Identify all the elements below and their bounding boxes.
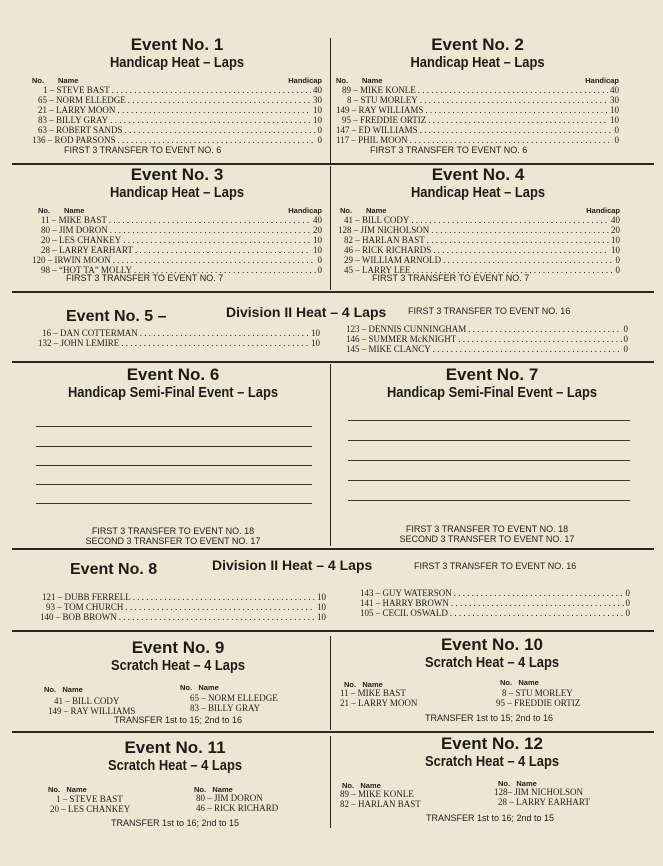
name-header: Name	[360, 781, 381, 790]
entry-list	[32, 85, 322, 145]
entry-row	[336, 235, 620, 245]
name-header: Name	[362, 680, 383, 689]
blank-line	[348, 500, 630, 501]
entry-row	[336, 105, 619, 115]
handicap-header: Handicap	[585, 76, 619, 85]
no-header: No.	[342, 781, 355, 790]
entry-row	[346, 598, 630, 608]
entry-name: 45 – LARRY LEE	[344, 265, 411, 275]
entry-name: 98 – “HOT TA” MOLLY	[41, 265, 133, 275]
event-11	[24, 739, 326, 831]
entry-row	[38, 328, 320, 338]
blank-line	[36, 465, 312, 466]
entry-row	[38, 592, 326, 602]
entry-handicap: 20	[313, 225, 322, 235]
entry-row	[336, 215, 620, 225]
entry-row	[336, 125, 619, 135]
no-header: No.	[44, 685, 57, 694]
no-header: No.	[498, 779, 511, 788]
entry: 46 – RICK RICHARD	[196, 803, 279, 813]
entry-name: 120 – IRWIN MOON	[32, 255, 111, 265]
entry-handicap: 0	[615, 265, 620, 275]
blank-line	[348, 480, 630, 481]
entry: 41 – BILL CODY	[54, 696, 120, 706]
entry-name: 83 – BILLY GRAY	[38, 115, 109, 125]
entry-row	[336, 85, 619, 95]
entry-name: 80 – JIM DORON	[41, 225, 108, 235]
name-header: Name	[516, 779, 537, 788]
transfer-note: TRANSFER 1st to 15; 2nd to 16	[424, 713, 554, 723]
transfer-note: TRANSFER 1st to 15; 2nd to 16	[113, 715, 243, 725]
entry-row	[32, 105, 322, 115]
name-header: Name	[212, 785, 233, 794]
section-divider	[12, 548, 654, 550]
section-divider	[12, 361, 654, 363]
entry-handicap: 10	[610, 105, 619, 115]
entry: 95 – FREDDIE ORTIZ	[496, 698, 581, 708]
entry-row	[32, 85, 322, 95]
entry-name: 146 – SUMMER McKNIGHT	[346, 334, 457, 344]
entry-handicap: 30	[610, 95, 619, 105]
event-subtitle: Handicap Heat – Laps	[410, 184, 546, 201]
entry-column-1	[340, 688, 417, 708]
entry-handicap: 10	[313, 235, 322, 245]
entry-name: 21 – LARRY MOON	[38, 105, 116, 115]
entry-name: 89 – MIKE KONLE	[342, 85, 416, 95]
event-subtitle: Handicap Semi-Final Event – Laps	[386, 384, 598, 401]
event-title: Event No. 3	[130, 165, 224, 184]
event-9	[30, 639, 326, 731]
entry-list-right	[346, 324, 628, 354]
event-title: Event No. 11	[124, 738, 226, 757]
name-header: Name	[198, 683, 219, 692]
entry-name: 143 – GUY WATERSON	[360, 588, 452, 598]
column-headers	[500, 678, 539, 687]
transfer-note-second: SECOND 3 TRANSFER TO EVENT NO. 17	[85, 536, 261, 546]
blank-line	[36, 484, 312, 485]
entry-name: 123 – DENNIS CUNNINGHAM	[346, 324, 467, 334]
entry-column-2	[196, 793, 278, 813]
column-divider	[330, 636, 331, 730]
blank-line	[348, 440, 630, 441]
entry-handicap: 40	[313, 215, 322, 225]
event-subtitle: Scratch Heat – 4 Laps	[424, 753, 560, 770]
entry: 8 – STU MORLEY	[502, 688, 573, 698]
entry-name: 41 – BILL CODY	[344, 215, 410, 225]
name-header: Name	[64, 206, 85, 215]
transfer-note-first: FIRST 3 TRANSFER TO EVENT NO. 18	[91, 526, 255, 536]
event-subtitle: Scratch Heat – 4 Laps	[107, 757, 243, 774]
event-title: Event No. 10	[440, 635, 544, 654]
entry-handicap: 20	[611, 225, 620, 235]
entry-list	[336, 215, 620, 275]
entry-row	[336, 95, 619, 105]
transfer-note: FIRST 3 TRANSFER TO EVENT NO. 7	[66, 273, 224, 283]
entry-name: 16 – DAN COTTERMAN	[42, 328, 138, 338]
event-6	[20, 366, 326, 548]
entry-handicap: 30	[313, 95, 322, 105]
entry-handicap: 40	[610, 85, 619, 95]
entry-row	[32, 235, 322, 245]
no-header: No.	[336, 76, 349, 85]
event-title: Event No. 9	[131, 638, 225, 657]
event-subtitle: Scratch Heat – 4 Laps	[110, 657, 246, 674]
event-8	[0, 551, 663, 629]
event-subtitle: Handicap Heat – Laps	[410, 54, 545, 71]
entry-list	[336, 85, 619, 145]
entry-handicap: 10	[313, 245, 322, 255]
transfer-note-first: FIRST 3 TRANSFER TO EVENT NO. 18	[405, 524, 569, 534]
section-divider	[12, 630, 654, 632]
transfer-note: FIRST 3 TRANSFER TO EVENT NO. 7	[372, 273, 530, 283]
entry-row	[336, 245, 620, 255]
event-subtitle: Handicap Heat – Laps	[109, 184, 245, 201]
event-subtitle: Handicap Semi-Final Event – Laps	[67, 384, 279, 401]
entry-row	[336, 255, 620, 265]
entry: 80 – JIM DORON	[196, 793, 263, 803]
entry-row	[38, 612, 326, 622]
event-title: Event No. 8	[70, 561, 158, 578]
entry-handicap: 10	[317, 592, 326, 602]
transfer-note-second: SECOND 3 TRANSFER TO EVENT NO. 17	[399, 534, 575, 544]
entry-handicap: 10	[610, 115, 619, 125]
entry-name: 105 – CECIL OSWALD	[360, 608, 448, 618]
entry: 28 – LARRY EARHART	[498, 797, 590, 807]
event-title: Event No. 1	[130, 35, 224, 54]
event-12	[334, 735, 650, 829]
entry-list	[32, 215, 322, 275]
entry-column-2	[496, 688, 580, 708]
transfer-note: FIRST 3 TRANSFER TO EVENT NO. 6	[370, 145, 528, 155]
name-header: Name	[58, 76, 79, 85]
entry-name: 65 – NORM ELLEDGE	[38, 95, 126, 105]
entry-row	[346, 608, 630, 618]
no-header: No.	[340, 206, 353, 215]
entry-name: 8 – STU MORLEY	[347, 95, 418, 105]
transfer-note: TRANSFER 1st to 16; 2nd to 15	[110, 818, 240, 828]
event-4	[336, 166, 620, 283]
entry-handicap: 10	[313, 115, 322, 125]
entry-list-left	[38, 328, 320, 348]
event-title: Event No. 6	[126, 365, 220, 384]
entry-row	[32, 245, 322, 255]
entry-column-2	[190, 693, 278, 713]
entry-name: 95 – FREDDIE ORTIZ	[342, 115, 427, 125]
entry-handicap: 10	[317, 612, 326, 622]
name-header: Name	[62, 685, 83, 694]
transfer-note: FIRST 3 TRANSFER TO EVENT NO. 16	[414, 561, 577, 571]
event-title: Event No. 4	[431, 165, 525, 184]
column-divider	[330, 38, 331, 163]
entry-list-left	[38, 592, 326, 622]
entry-handicap: 0	[615, 255, 620, 265]
entry-handicap: 10	[611, 235, 620, 245]
column-headers	[44, 685, 83, 694]
entry-handicap: 10	[311, 328, 320, 338]
entry-row	[38, 338, 320, 348]
column-headers	[48, 785, 87, 794]
blank-line	[36, 503, 312, 504]
entry-row	[32, 215, 322, 225]
entry-row	[32, 135, 322, 145]
entry: 149 – RAY WILLIAMS	[48, 706, 136, 716]
entry-handicap: 10	[317, 602, 326, 612]
entry-column-1	[48, 696, 135, 716]
entry-handicap: 40	[313, 85, 322, 95]
division-heading: Division II Heat – 4 Laps	[226, 304, 387, 320]
entry: 20 – LES CHANKEY	[50, 804, 131, 814]
event-1	[32, 36, 322, 155]
entry-name: 132 – JOHN LEMIRE	[38, 338, 120, 348]
entry-name: 82 – HARLAN BAST	[344, 235, 425, 245]
no-header: No.	[48, 785, 61, 794]
handicap-header: Handicap	[288, 76, 322, 85]
entry: 21 – LARRY MOON	[340, 698, 418, 708]
no-header: No.	[180, 683, 193, 692]
entry-row	[336, 225, 620, 235]
entry-handicap: 10	[313, 105, 322, 115]
entry-name: 140 – BOB BROWN	[40, 612, 117, 622]
entry-name: 141 – HARRY BROWN	[360, 598, 449, 608]
entry-handicap: 40	[611, 215, 620, 225]
event-2	[336, 36, 619, 155]
entry: 82 – HARLAN BAST	[340, 799, 421, 809]
entry-row	[32, 225, 322, 235]
event-title: Event No. 12	[440, 734, 544, 753]
column-divider	[330, 736, 331, 828]
no-header: No.	[32, 76, 45, 85]
blank-line	[348, 460, 630, 461]
entry-row	[346, 344, 628, 354]
no-header: No.	[38, 206, 51, 215]
entry-column-2	[494, 787, 590, 807]
handicap-header: Handicap	[586, 206, 620, 215]
entry-name: 149 – RAY WILLIAMS	[336, 105, 424, 115]
entry-row	[32, 95, 322, 105]
entry-column-1	[340, 789, 421, 809]
entry: 89 – MIKE KONLE	[340, 789, 414, 799]
entry-handicap: 0	[625, 588, 630, 598]
entry-name: 11 – MIKE BAST	[41, 215, 107, 225]
entry-row	[346, 334, 628, 344]
section-divider	[12, 291, 654, 293]
entry-name: 136 – ROD PARSONS	[32, 135, 116, 145]
entry: 1 – STEVE BAST	[56, 794, 123, 804]
entry-name: 147 – ED WILLIAMS	[336, 125, 418, 135]
section-divider	[12, 163, 654, 165]
entry-row	[346, 588, 630, 598]
event-subtitle: Scratch Heat – 4 Laps	[424, 654, 560, 671]
entry-name: 145 – MIKE CLANCY	[346, 344, 431, 354]
entry-name: 93 – TOM CHURCH	[46, 602, 124, 612]
entry: 65 – NORM ELLEDGE	[190, 693, 278, 703]
column-headers	[180, 683, 219, 692]
entry: 128– JIM NICHOLSON	[494, 787, 584, 797]
entry-name: 1 – STEVE BAST	[43, 85, 110, 95]
column-headers	[32, 76, 322, 85]
blank-line	[36, 446, 312, 447]
entry-name: 20 – LES CHANKEY	[41, 235, 122, 245]
entry-handicap: 0	[614, 125, 619, 135]
column-divider	[330, 166, 331, 290]
event-5	[0, 294, 663, 360]
entry-row	[346, 324, 628, 334]
entry-row	[32, 255, 322, 265]
entry-handicap: 10	[311, 338, 320, 348]
entry-list-right	[346, 588, 630, 618]
name-header: Name	[66, 785, 87, 794]
blank-line	[36, 426, 312, 427]
no-header: No.	[500, 678, 513, 687]
column-divider	[330, 364, 331, 546]
entry-row	[32, 115, 322, 125]
column-headers	[32, 206, 322, 215]
event-10	[334, 636, 650, 730]
entry-row	[336, 135, 619, 145]
entry-handicap: 0	[317, 265, 322, 275]
entry-handicap: 0	[625, 598, 630, 608]
no-header: No.	[344, 680, 357, 689]
entry-handicap: 0	[614, 135, 619, 145]
entry: 11 – MIKE BAST	[340, 688, 406, 698]
entry-row	[336, 115, 619, 125]
entry-row	[38, 602, 326, 612]
entry-handicap: 0	[623, 324, 628, 334]
entry-column-1	[50, 794, 130, 814]
section-divider	[12, 731, 654, 733]
transfer-note: TRANSFER 1st to 16; 2nd to 15	[425, 813, 555, 823]
entry-handicap: 0	[625, 608, 630, 618]
entry: 83 – BILLY GRAY	[190, 703, 261, 713]
entry-name: 63 – ROBERT SANDS	[38, 125, 123, 135]
event-3	[32, 166, 322, 283]
entry-handicap: 0	[623, 334, 628, 344]
blank-line	[348, 420, 630, 421]
entry-name: 128 – JIM NICHOLSON	[338, 225, 430, 235]
entry-handicap: 10	[611, 245, 620, 255]
transfer-note: FIRST 3 TRANSFER TO EVENT NO. 6	[64, 145, 222, 155]
handicap-header: Handicap	[288, 206, 322, 215]
division-heading: Division II Heat – 4 Laps	[212, 557, 373, 573]
entry-handicap: 0	[623, 344, 628, 354]
event-subtitle: Handicap Heat – Laps	[109, 54, 245, 71]
entry-handicap: 0	[317, 135, 322, 145]
column-headers	[336, 206, 620, 215]
entry-name: 46 – RICK RICHARDS	[344, 245, 432, 255]
name-header: Name	[518, 678, 539, 687]
entry-name: 117 – PHIL MOON	[336, 135, 408, 145]
entry-row	[32, 125, 322, 135]
entry-handicap: 0	[317, 125, 322, 135]
name-header: Name	[362, 76, 383, 85]
column-headers	[336, 76, 619, 85]
transfer-note: FIRST 3 TRANSFER TO EVENT NO. 16	[408, 306, 571, 316]
entry-name: 28 – LARRY EARHART	[41, 245, 133, 255]
no-header: No.	[194, 785, 207, 794]
event-7	[334, 366, 650, 548]
entry-name: 29 – WILLIAM ARNOLD	[344, 255, 442, 265]
name-header: Name	[366, 206, 387, 215]
event-title: Event No. 7	[445, 365, 539, 384]
entry-name: 121 – DUBB FERRELL	[42, 592, 131, 602]
event-title: Event No. 5 –	[66, 308, 167, 325]
entry-handicap: 0	[317, 255, 322, 265]
event-title: Event No. 2	[431, 35, 524, 54]
